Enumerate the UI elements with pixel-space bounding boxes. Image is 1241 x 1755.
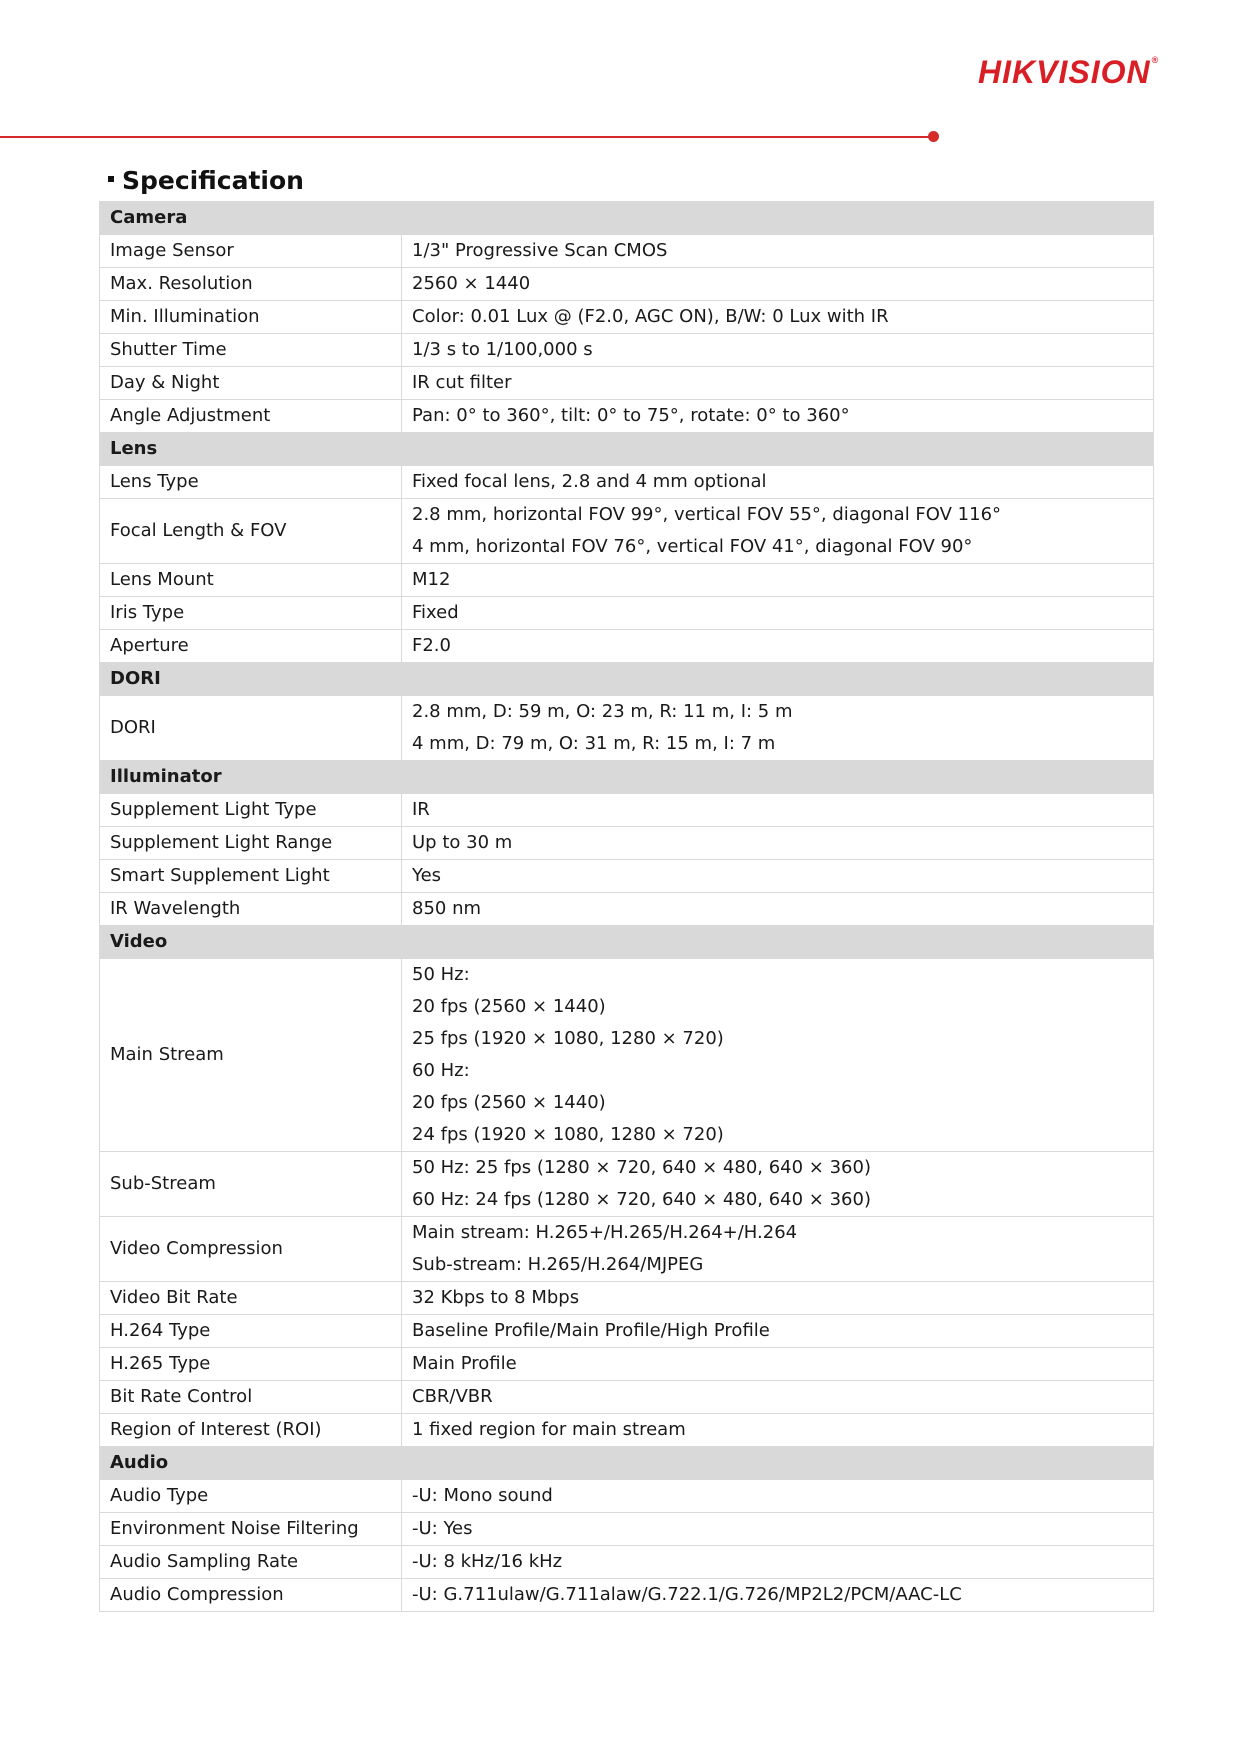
spec-label: H.264 Type — [100, 1315, 402, 1348]
spec-value-line: -U: G.711ulaw/G.711alaw/G.722.1/G.726/MP2L2/PCM/AAC-LC — [412, 1584, 962, 1605]
spec-value-line: Fixed focal lens, 2.8 and 4 mm optional — [412, 471, 767, 492]
spec-value-line: 32 Kbps to 8 Mbps — [412, 1287, 580, 1308]
spec-value-cell — [402, 235, 1154, 268]
spec-value-line: 850 nm — [412, 898, 482, 919]
spec-value-cell — [402, 1579, 1154, 1612]
hikvision-logo — [978, 56, 1159, 88]
spec-value-cell — [402, 959, 1154, 1152]
spec-value-cell — [402, 1315, 1154, 1348]
spec-value-line: M12 — [412, 569, 451, 590]
spec-value-cell — [402, 630, 1154, 663]
spec-row — [100, 235, 1154, 268]
spec-value-cell — [402, 1348, 1154, 1381]
spec-label: Shutter Time — [100, 334, 402, 367]
spec-label: Day & Night — [100, 367, 402, 400]
spec-value-cell — [402, 893, 1154, 926]
spec-row — [100, 1513, 1154, 1546]
spec-row — [100, 499, 1154, 564]
spec-value-cell — [402, 1546, 1154, 1579]
spec-value-line: IR — [412, 799, 430, 820]
section-title: Audio — [100, 1447, 1154, 1480]
spec-value-line: 50 Hz: 25 fps (1280 × 720, 640 × 480, 640 × 360) — [412, 1157, 871, 1178]
section-header-row — [100, 926, 1154, 959]
section-header-row — [100, 663, 1154, 696]
section-header-row — [100, 202, 1154, 235]
spec-value-cell — [402, 1513, 1154, 1546]
spec-row — [100, 630, 1154, 663]
spec-row — [100, 1546, 1154, 1579]
spec-table-body — [100, 202, 1154, 1612]
spec-value-line: IR cut filter — [412, 372, 512, 393]
spec-label: Lens Type — [100, 466, 402, 499]
spec-label: Region of Interest (ROI) — [100, 1414, 402, 1447]
spec-value-line: 50 Hz: — [412, 964, 470, 985]
spec-label: Max. Resolution — [100, 268, 402, 301]
spec-label: IR Wavelength — [100, 893, 402, 926]
spec-row — [100, 367, 1154, 400]
spec-label: H.265 Type — [100, 1348, 402, 1381]
spec-value-cell — [402, 597, 1154, 630]
spec-value-cell — [402, 367, 1154, 400]
spec-value-line: F2.0 — [412, 635, 451, 656]
spec-row — [100, 334, 1154, 367]
spec-value-cell — [402, 1282, 1154, 1315]
spec-row — [100, 827, 1154, 860]
spec-value-line: Yes — [412, 865, 442, 886]
spec-value-line: Sub-stream: H.265/H.264/MJPEG — [412, 1254, 704, 1275]
spec-value-line: 4 mm, horizontal FOV 76°, vertical FOV 41°, diagonal FOV 90° — [412, 536, 973, 557]
spec-value-cell — [402, 564, 1154, 597]
spec-label: Min. Illumination — [100, 301, 402, 334]
spec-label: Supplement Light Range — [100, 827, 402, 860]
spec-row — [100, 268, 1154, 301]
header-divider-dot — [928, 131, 939, 142]
spec-value-cell — [402, 794, 1154, 827]
spec-row — [100, 1315, 1154, 1348]
title-bullet-icon — [108, 176, 114, 182]
spec-value-cell — [402, 1480, 1154, 1513]
page-title — [108, 166, 304, 195]
spec-label: Environment Noise Filtering — [100, 1513, 402, 1546]
spec-value-line: 4 mm, D: 79 m, O: 31 m, R: 15 m, I: 7 m — [412, 733, 776, 754]
spec-row — [100, 893, 1154, 926]
spec-value-cell — [402, 466, 1154, 499]
spec-value-line: 2560 × 1440 — [412, 273, 531, 294]
spec-row — [100, 696, 1154, 761]
spec-row — [100, 1480, 1154, 1513]
section-header-row — [100, 1447, 1154, 1480]
section-title: Lens — [100, 433, 1154, 466]
spec-row — [100, 1414, 1154, 1447]
page-title-text: Specification — [122, 166, 304, 195]
spec-label: Bit Rate Control — [100, 1381, 402, 1414]
spec-value-cell — [402, 860, 1154, 893]
spec-value-cell — [402, 1414, 1154, 1447]
spec-value-line: 1/3" Progressive Scan CMOS — [412, 240, 668, 261]
spec-row — [100, 1282, 1154, 1315]
spec-value-line: -U: Yes — [412, 1518, 473, 1539]
spec-row — [100, 1217, 1154, 1282]
spec-row — [100, 860, 1154, 893]
spec-value-line: 25 fps (1920 × 1080, 1280 × 720) — [412, 1028, 724, 1049]
spec-value-cell — [402, 268, 1154, 301]
section-header-row — [100, 433, 1154, 466]
section-title: Camera — [100, 202, 1154, 235]
spec-value-line: CBR/VBR — [412, 1386, 493, 1407]
trademark-symbol: ® — [1151, 55, 1160, 65]
spec-row — [100, 1348, 1154, 1381]
spec-value-cell — [402, 1152, 1154, 1217]
spec-label: Focal Length & FOV — [100, 499, 402, 564]
section-header-row — [100, 761, 1154, 794]
spec-label: Lens Mount — [100, 564, 402, 597]
spec-label: Smart Supplement Light — [100, 860, 402, 893]
spec-row — [100, 400, 1154, 433]
spec-value-line: 2.8 mm, horizontal FOV 99°, vertical FOV 55°, diagonal FOV 116° — [412, 504, 1002, 525]
spec-value-line: Pan: 0° to 360°, tilt: 0° to 75°, rotate: 0° to 360° — [412, 405, 850, 426]
spec-row — [100, 794, 1154, 827]
spec-row — [100, 959, 1154, 1152]
spec-row — [100, 1152, 1154, 1217]
spec-value-cell — [402, 499, 1154, 564]
spec-row — [100, 1381, 1154, 1414]
spec-value-cell — [402, 334, 1154, 367]
spec-row — [100, 466, 1154, 499]
section-title: DORI — [100, 663, 1154, 696]
spec-label: Main Stream — [100, 959, 402, 1152]
spec-value-line: Fixed — [412, 602, 459, 623]
section-title: Illuminator — [100, 761, 1154, 794]
spec-value-line: Main Profile — [412, 1353, 517, 1374]
spec-value-cell — [402, 696, 1154, 761]
spec-label: Supplement Light Type — [100, 794, 402, 827]
spec-value-cell — [402, 400, 1154, 433]
spec-value-line: 60 Hz: 24 fps (1280 × 720, 640 × 480, 640 × 360) — [412, 1189, 871, 1210]
spec-value-line: 20 fps (2560 × 1440) — [412, 1092, 606, 1113]
spec-value-cell — [402, 1381, 1154, 1414]
spec-label: Video Compression — [100, 1217, 402, 1282]
section-title: Video — [100, 926, 1154, 959]
spec-value-line: Baseline Profile/Main Profile/High Profile — [412, 1320, 770, 1341]
spec-value-cell — [402, 827, 1154, 860]
spec-label: DORI — [100, 696, 402, 761]
spec-label: Iris Type — [100, 597, 402, 630]
spec-label: Video Bit Rate — [100, 1282, 402, 1315]
spec-value-line: 2.8 mm, D: 59 m, O: 23 m, R: 11 m, I: 5 m — [412, 701, 793, 722]
spec-label: Sub-Stream — [100, 1152, 402, 1217]
spec-value-line: 1 fixed region for main stream — [412, 1419, 686, 1440]
spec-value-line: Up to 30 m — [412, 832, 513, 853]
spec-value-line: -U: 8 kHz/16 kHz — [412, 1551, 563, 1572]
spec-label: Image Sensor — [100, 235, 402, 268]
spec-value-line: 24 fps (1920 × 1080, 1280 × 720) — [412, 1124, 724, 1145]
spec-value-line: 60 Hz: — [412, 1060, 470, 1081]
spec-value-cell — [402, 1217, 1154, 1282]
spec-value-line: 20 fps (2560 × 1440) — [412, 996, 606, 1017]
spec-row — [100, 1579, 1154, 1612]
spec-row — [100, 301, 1154, 334]
spec-table — [99, 201, 1154, 1612]
spec-label: Angle Adjustment — [100, 400, 402, 433]
spec-value-line: Main stream: H.265+/H.265/H.264+/H.264 — [412, 1222, 798, 1243]
spec-value-line: -U: Mono sound — [412, 1485, 553, 1506]
spec-label: Audio Type — [100, 1480, 402, 1513]
spec-row — [100, 564, 1154, 597]
spec-value-line: 1/3 s to 1/100,000 s — [412, 339, 593, 360]
header-divider — [0, 136, 930, 138]
logo-text: HIKVISION — [978, 54, 1151, 90]
spec-label: Audio Sampling Rate — [100, 1546, 402, 1579]
spec-row — [100, 597, 1154, 630]
spec-value-cell — [402, 301, 1154, 334]
spec-label: Audio Compression — [100, 1579, 402, 1612]
spec-label: Aperture — [100, 630, 402, 663]
spec-value-line: Color: 0.01 Lux @ (F2.0, AGC ON), B/W: 0 Lux with IR — [412, 306, 889, 327]
